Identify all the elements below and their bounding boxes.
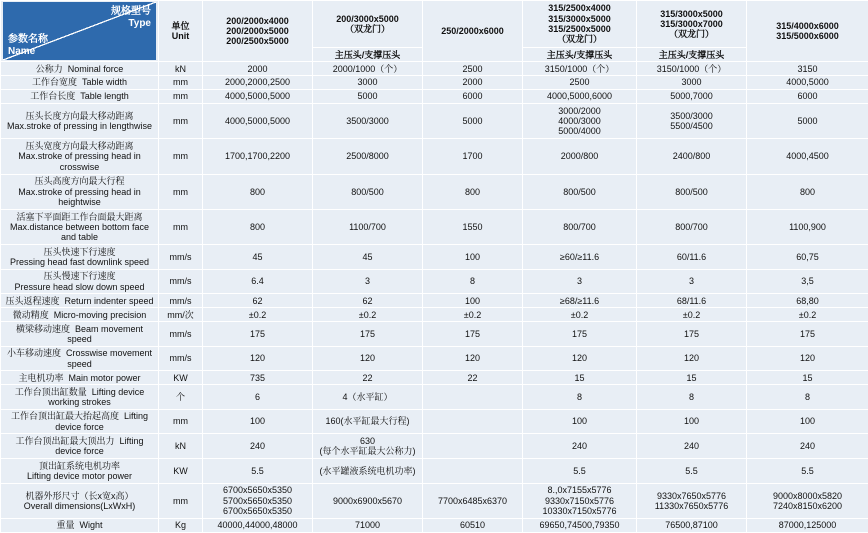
row-label-en: Max.stroke of pressing in lengthwise (6, 121, 153, 132)
table-row (1, 294, 868, 308)
row-unit: Kg (159, 519, 203, 533)
cell-value: 800/500 (313, 174, 423, 209)
row-label (1, 209, 159, 244)
cell-value: 60,75 (747, 245, 868, 270)
cell-value: 60/11.6 (637, 245, 747, 270)
row-label (1, 294, 159, 308)
cell-value: 4000,5000,6000 (523, 90, 637, 104)
cell-value: 160(水平缸最大行程) (313, 409, 423, 434)
cell-value: 8 (637, 385, 747, 410)
header-model-4-sub: 主压头/支撑压头 (523, 48, 637, 62)
cell-value: 175 (747, 322, 868, 347)
cell-value: 4（水平缸） (313, 385, 423, 410)
row-unit: mm (159, 174, 203, 209)
cell-value: 3,5 (747, 269, 868, 294)
cell-value: 800 (747, 174, 868, 209)
row-label-en: Max.distance between bottom face and table (9, 221, 150, 243)
cell-value: ±0.2 (523, 308, 637, 322)
cell-value: 240 (523, 434, 637, 459)
header-model-2: 200/3000x5000 （双龙门） (313, 1, 423, 48)
cell-value: 62 (203, 294, 313, 308)
cell-value: 3 (637, 269, 747, 294)
cell-value: 2400/800 (637, 139, 747, 174)
row-label-en: Micro-moving precision (53, 309, 147, 320)
cell-value: 120 (423, 346, 523, 371)
row-label-en: Pressing head fast downlink speed (9, 257, 150, 268)
row-label-en: Table width (82, 77, 128, 88)
cell-value: 3000 (313, 76, 423, 90)
cell-value: 15 (523, 371, 637, 385)
row-label-en: Pressure head slow down speed (14, 281, 145, 292)
cell-value: 120 (523, 346, 637, 371)
cell-value: 6000 (747, 90, 868, 104)
header-model-2-sub: 主压头/支撑压头 (313, 48, 423, 62)
cell-value: 120 (203, 346, 313, 371)
cell-value: 4000,4500 (747, 139, 868, 174)
cell-value: 100 (203, 409, 313, 434)
cell-value: 120 (747, 346, 868, 371)
row-label-cn: 压头长度方向最大移动距离 (25, 110, 134, 121)
row-label-cn: 主电机功率 (18, 372, 64, 383)
cell-value: 5.5 (203, 459, 313, 484)
header-model-5: 315/3000x5000 315/3000x7000 （双龙门） (637, 1, 747, 48)
row-label-cn: 压头宽度方向最大移动距离 (25, 140, 134, 151)
cell-value: 800 (203, 174, 313, 209)
row-label (1, 269, 159, 294)
row-label-en: Nominal force (67, 63, 124, 74)
cell-value: 3150 (747, 62, 868, 76)
row-label-en: Main motor power (68, 372, 141, 383)
cell-value: 1550 (423, 209, 523, 244)
cell-value: 2000 (423, 76, 523, 90)
cell-value: ≥68/≥11.6 (523, 294, 637, 308)
cell-value: 800 (203, 209, 313, 244)
cell-value: 2500 (423, 62, 523, 76)
row-unit: mm (159, 76, 203, 90)
cell-value: 100 (747, 409, 868, 434)
table-row (1, 483, 868, 518)
cell-value: 100 (423, 245, 523, 270)
cell-value: 1700,1700,2200 (203, 139, 313, 174)
cell-value: 9000x6900x5670 (313, 483, 423, 518)
cell-value: 100 (637, 409, 747, 434)
cell-value: 1700 (423, 139, 523, 174)
table-row (1, 409, 868, 434)
table-row (1, 308, 868, 322)
row-label-en: Table length (80, 91, 129, 102)
table-header-row-models (1, 1, 868, 48)
header-model-6: 315/4000x6000 315/5000x6000 (747, 1, 868, 62)
cell-value: 5000,7000 (637, 90, 747, 104)
table-row (1, 519, 868, 533)
row-label (1, 385, 159, 410)
cell-value: 175 (203, 322, 313, 347)
row-label-cn: 压头慢速下行速度 (43, 271, 116, 282)
cell-value: 22 (423, 371, 523, 385)
table-row (1, 76, 868, 90)
cell-value: 175 (523, 322, 637, 347)
cell-value: 40000,44000,48000 (203, 519, 313, 533)
cell-value: (水平罐液系统电机功率) (313, 459, 423, 484)
table-row (1, 269, 868, 294)
row-unit: mm/s (159, 294, 203, 308)
row-label-cn: 工作台顶出缸最大顶出力 (15, 435, 115, 446)
row-label-en: Lifting device working strokes (48, 386, 145, 408)
table-row (1, 174, 868, 209)
cell-value: 120 (637, 346, 747, 371)
cell-value: 735 (203, 371, 313, 385)
table-row (1, 459, 868, 484)
row-label-cn: 压头快速下行速度 (43, 246, 116, 257)
cell-value: 68/11.6 (637, 294, 747, 308)
table-row (1, 371, 868, 385)
cell-value: 8.,0x7155x5776 9330x7150x5776 10330x7150x5776 (523, 483, 637, 518)
cell-value: 4000,5000,5000 (203, 103, 313, 138)
row-unit: mm (159, 483, 203, 518)
cell-value (423, 409, 523, 434)
row-label (1, 174, 159, 209)
cell-value (423, 434, 523, 459)
row-label-en: Return indenter speed (64, 295, 154, 306)
cell-value: 71000 (313, 519, 423, 533)
row-label-cn: 顶出缸系统电机功率 (38, 460, 120, 471)
row-label-cn: 机器外形尺寸（长x宽x高） (25, 490, 134, 501)
row-unit: mm (159, 139, 203, 174)
cell-value: 2000/1000（个） (313, 62, 423, 76)
cell-value: 3500/3000 5500/4500 (637, 103, 747, 138)
cell-value: 175 (313, 322, 423, 347)
cell-value: 800/500 (523, 174, 637, 209)
cell-value: 6700x5650x5350 5700x5650x5350 6700x5650x5350 (203, 483, 313, 518)
row-label (1, 409, 159, 434)
cell-value: 5000 (423, 103, 523, 138)
table-row (1, 245, 868, 270)
cell-value: 4000,5000,5000 (203, 90, 313, 104)
header-model-4: 315/2500x4000 315/3000x5000 315/2500x5000 （双龙门） (523, 1, 637, 48)
header-corner-cell (1, 1, 159, 62)
row-label-en: Lifting device force (55, 411, 149, 432)
cell-value: 2000,2000,2500 (203, 76, 313, 90)
row-label-en: Max.stroke of pressing head in crosswise (18, 151, 141, 172)
row-unit: mm/s (159, 346, 203, 371)
cell-value: 76500,87100 (637, 519, 747, 533)
row-label (1, 346, 159, 371)
row-label (1, 483, 159, 518)
row-label-cn: 压头返程速度 (5, 295, 60, 306)
row-label (1, 459, 159, 484)
row-label-cn: 工作台长度 (30, 91, 76, 102)
cell-value: 60510 (423, 519, 523, 533)
row-label-en: Lifting device motor power (26, 470, 133, 481)
cell-value: ±0.2 (203, 308, 313, 322)
row-unit: kN (159, 62, 203, 76)
header-model-1: 200/2000x4000 200/2000x5000 200/2500x5000 (203, 1, 313, 62)
header-name-label: 参数名称 Name (8, 34, 48, 57)
cell-value: 2500 (523, 76, 637, 90)
row-unit: 个 (159, 385, 203, 410)
row-label-cn: 微动精度 (12, 309, 49, 320)
cell-value: 5000 (747, 103, 868, 138)
cell-value: 240 (203, 434, 313, 459)
cell-value: 240 (747, 434, 868, 459)
row-label-en: Lifting device force (55, 435, 144, 457)
cell-value (423, 459, 523, 484)
cell-value: 7700x6485x6370 (423, 483, 523, 518)
header-type-label: 规格型号 Type (111, 6, 151, 29)
table-row (1, 322, 868, 347)
row-label (1, 245, 159, 270)
cell-value: ≥60/≥11.6 (523, 245, 637, 270)
table-row (1, 209, 868, 244)
cell-value: 5000 (313, 90, 423, 104)
cell-value: 3150/1000（个） (637, 62, 747, 76)
cell-value: 2500/8000 (313, 139, 423, 174)
cell-value (423, 385, 523, 410)
cell-value: 6.4 (203, 269, 313, 294)
row-unit: mm (159, 90, 203, 104)
row-label (1, 90, 159, 104)
cell-value: 15 (747, 371, 868, 385)
table-row (1, 62, 868, 76)
row-unit: mm/s (159, 322, 203, 347)
cell-value: 120 (313, 346, 423, 371)
table-row (1, 385, 868, 410)
cell-value: 15 (637, 371, 747, 385)
cell-value: 45 (203, 245, 313, 270)
cell-value: 3 (523, 269, 637, 294)
row-label (1, 371, 159, 385)
row-label-cn: 压头高度方向最大行程 (34, 176, 125, 187)
cell-value: 9000x8000x5820 7240x8150x6200 (747, 483, 868, 518)
table-row (1, 434, 868, 459)
cell-value: ±0.2 (747, 308, 868, 322)
cell-value: 45 (313, 245, 423, 270)
header-model-5-sub: 主压头/支撑压头 (637, 48, 747, 62)
cell-value: 8 (423, 269, 523, 294)
cell-value: 6 (203, 385, 313, 410)
row-label (1, 519, 159, 533)
cell-value: ±0.2 (313, 308, 423, 322)
cell-value: 62 (313, 294, 423, 308)
cell-value: 8 (523, 385, 637, 410)
row-label-cn: 工作台宽度 (31, 77, 77, 88)
row-unit: mm/次 (159, 308, 203, 322)
row-label-en: Wight (79, 520, 103, 531)
row-label (1, 76, 159, 90)
cell-value: 9330x7650x5776 11330x7650x5776 (637, 483, 747, 518)
row-label (1, 62, 159, 76)
row-unit: mm/s (159, 245, 203, 270)
row-label-cn: 小车移动速度 (6, 348, 61, 359)
cell-value: 87000,125000 (747, 519, 868, 533)
cell-value: 4000,5000 (747, 76, 868, 90)
cell-value: ±0.2 (423, 308, 523, 322)
cell-value: 800/500 (637, 174, 747, 209)
row-label-cn: 公称力 (35, 63, 63, 74)
row-label-cn: 重量 (56, 520, 75, 531)
cell-value: 3 (313, 269, 423, 294)
cell-value: 3150/1000（个） (523, 62, 637, 76)
cell-value: 69650,74500,79350 (523, 519, 637, 533)
cell-value: 2000 (203, 62, 313, 76)
row-label-cn: 横梁移动速度 (15, 323, 70, 334)
cell-value: 175 (637, 322, 747, 347)
table-row (1, 346, 868, 371)
cell-value: 800/700 (637, 209, 747, 244)
row-label-cn: 工作台顶出缸最大抬起高度 (10, 411, 119, 422)
cell-value: 1100,900 (747, 209, 868, 244)
cell-value: 5.5 (637, 459, 747, 484)
row-label-cn: 活塞下平面距工作台面最大距离 (16, 211, 143, 222)
cell-value: 2000/800 (523, 139, 637, 174)
cell-value: 240 (637, 434, 747, 459)
row-unit: kN (159, 434, 203, 459)
row-label-en: Crosswise movement speed (66, 348, 153, 369)
row-unit: mm (159, 409, 203, 434)
cell-value: 3500/3000 (313, 103, 423, 138)
row-label (1, 308, 159, 322)
row-label-en: Overall dimensions(LxWxH) (23, 500, 136, 511)
cell-value: 22 (313, 371, 423, 385)
row-unit: mm (159, 209, 203, 244)
table-row (1, 103, 868, 138)
row-label (1, 103, 159, 138)
cell-value: 3000/2000 4000/3000 5000/4000 (523, 103, 637, 138)
cell-value: 630 (每个水平缸最大公称力) (313, 434, 423, 459)
row-unit: mm (159, 103, 203, 138)
table-row (1, 90, 868, 104)
row-label-cn: 工作台顶出缸数量 (14, 386, 87, 397)
cell-value: ±0.2 (637, 308, 747, 322)
cell-value: 68,80 (747, 294, 868, 308)
row-label (1, 139, 159, 174)
cell-value: 6000 (423, 90, 523, 104)
row-label (1, 322, 159, 347)
cell-value: 5.5 (747, 459, 868, 484)
row-unit: KW (159, 371, 203, 385)
cell-value: 5.5 (523, 459, 637, 484)
header-model-3: 250/2000x6000 (423, 1, 523, 62)
table-row (1, 139, 868, 174)
cell-value: 800 (423, 174, 523, 209)
cell-value: 100 (423, 294, 523, 308)
cell-value: 175 (423, 322, 523, 347)
cell-value: 8 (747, 385, 868, 410)
row-label-en: Max.stroke of pressing head in heightwise (18, 186, 141, 207)
row-unit: mm/s (159, 269, 203, 294)
row-label (1, 434, 159, 459)
cell-value: 3000 (637, 76, 747, 90)
row-label-en: Beam movement speed (67, 323, 144, 344)
cell-value: 1100/700 (313, 209, 423, 244)
row-unit: KW (159, 459, 203, 484)
cell-value: 800/700 (523, 209, 637, 244)
header-unit-cell: 单位 Unit (159, 1, 203, 62)
cell-value: 100 (523, 409, 637, 434)
